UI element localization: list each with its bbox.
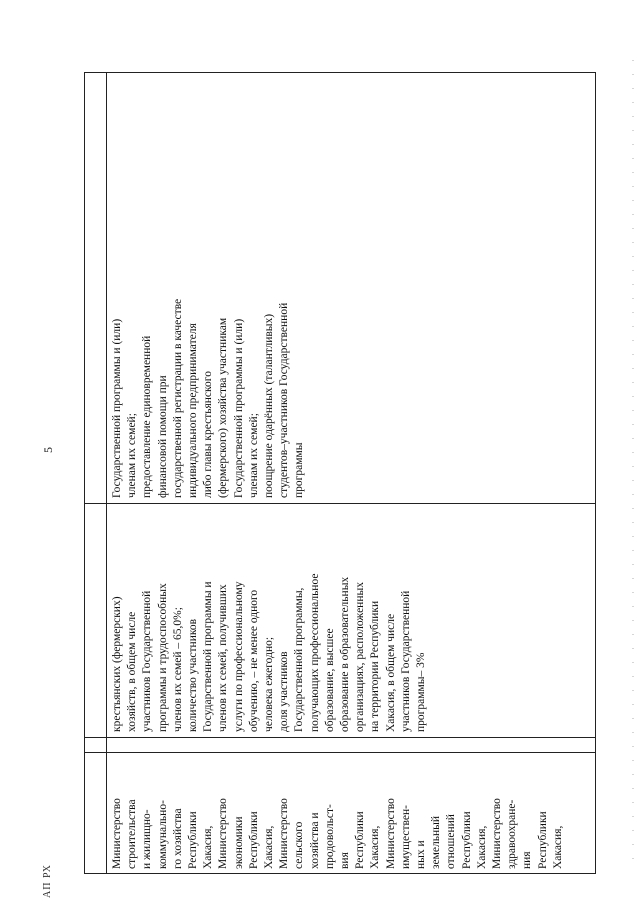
table-cell-responsible	[106, 753, 596, 874]
text-line: строительства	[126, 799, 139, 869]
text-line: Министерство	[217, 798, 230, 869]
text-line: программы и трудоспособных	[156, 583, 169, 732]
table-cell-top	[84, 72, 107, 503]
text-line: земельный	[430, 815, 443, 869]
text-line: Государственной программы и (или)	[111, 318, 123, 498]
text-line: членам их семей;	[126, 413, 139, 498]
text-line: Хакасия,	[263, 825, 276, 869]
text-line: программы	[293, 442, 306, 498]
text-line: индивидуального предпринимателя	[187, 323, 200, 498]
text-line: хозяйства и	[308, 812, 321, 869]
table-column-indicators	[84, 503, 596, 737]
text-line: участников Государственной	[141, 590, 154, 732]
text-line: финансовой помощи при	[156, 375, 169, 498]
text-line: Республики	[460, 811, 473, 869]
text-line: отношений	[445, 814, 458, 869]
text-line: либо главы крестьянского	[202, 371, 215, 498]
text-line: государственной регистрации в качестве	[171, 298, 184, 498]
table-cell-top	[84, 738, 107, 752]
text-line: поощрение одарённых (талантливых)	[263, 313, 276, 498]
text-line: Республики	[247, 811, 260, 869]
text-line: программы– 3%	[415, 652, 428, 732]
text-line: обучению, – не менее одного	[247, 589, 260, 732]
text-line: членам их семей;	[247, 413, 260, 498]
text-line: ных и	[415, 840, 428, 869]
text-line: крестьянских (фермерских)	[111, 596, 123, 732]
text-line: Республики	[187, 811, 200, 869]
page-number: 5	[41, 447, 55, 453]
text-line: членов их семей – 65,0%;	[171, 607, 184, 732]
text-line: студентов–участников Государственной	[278, 302, 291, 498]
text-line: экономики	[232, 816, 245, 869]
text-line: сельского	[293, 821, 306, 869]
text-line: имуществен-	[399, 804, 412, 869]
text-line: образование, высшее	[323, 628, 336, 732]
text-line: (фермерского) хозяйства участникам	[217, 317, 230, 498]
scan-edge-dots	[632, 60, 634, 860]
text-line: получающих профессиональное	[308, 573, 321, 732]
text-line: доля участников	[278, 651, 291, 732]
table-column-measures	[84, 72, 596, 503]
text-line: Хакасия,	[369, 825, 382, 869]
text-line: человека ежегодно;	[263, 636, 276, 732]
table-cell-indicators	[106, 504, 596, 737]
rotated-table	[84, 72, 596, 874]
table-container	[84, 72, 596, 874]
text-line: Республики	[354, 811, 367, 869]
text-line: ния	[521, 851, 534, 869]
text-line: здравоохране-	[506, 799, 519, 869]
text-line: на территории Республики	[369, 600, 382, 732]
table-cell-top	[84, 753, 107, 874]
footer-mark: АП РХ	[42, 863, 53, 898]
text-line: образование в образовательных	[339, 576, 352, 732]
text-line: количество участников	[187, 618, 200, 732]
table-column-narrow	[84, 737, 596, 752]
text-line: Министерство	[111, 798, 123, 869]
text-line: вия	[339, 852, 352, 869]
text-line: коммунально-	[156, 800, 169, 869]
text-line: продовольст-	[323, 804, 336, 869]
text-line: Хакасия,	[475, 825, 488, 869]
text-line: членов их семей, получивших	[217, 584, 230, 732]
text-line: предоставление единовременной	[141, 335, 154, 498]
text-line: и жилищно-	[141, 809, 154, 869]
text-line: участников Государственной	[399, 590, 412, 732]
text-line: услуги по профессиональному	[232, 581, 245, 732]
text-line: организациях, расположенных	[354, 582, 367, 732]
text-line: Республики	[536, 811, 549, 869]
table-cell-top	[84, 504, 107, 737]
text-line: Хакасия,	[551, 825, 564, 869]
text-line: Государственной программы,	[293, 587, 306, 732]
table-cell-measures	[106, 72, 596, 503]
text-line: Государственной программы и	[202, 581, 215, 732]
text-line: Государственной программы и (или)	[232, 318, 245, 498]
text-line: Министерство	[278, 798, 291, 869]
text-line: хозяйств, в общем числе	[126, 611, 139, 732]
text-line: Министерство	[491, 798, 504, 869]
table-column-responsible	[84, 752, 596, 874]
text-line: Министерство	[384, 798, 397, 869]
text-line: го хозяйства	[171, 808, 184, 869]
text-line: Хакасия, в общем числе	[384, 613, 397, 732]
text-line: Хакасия,	[202, 825, 215, 869]
